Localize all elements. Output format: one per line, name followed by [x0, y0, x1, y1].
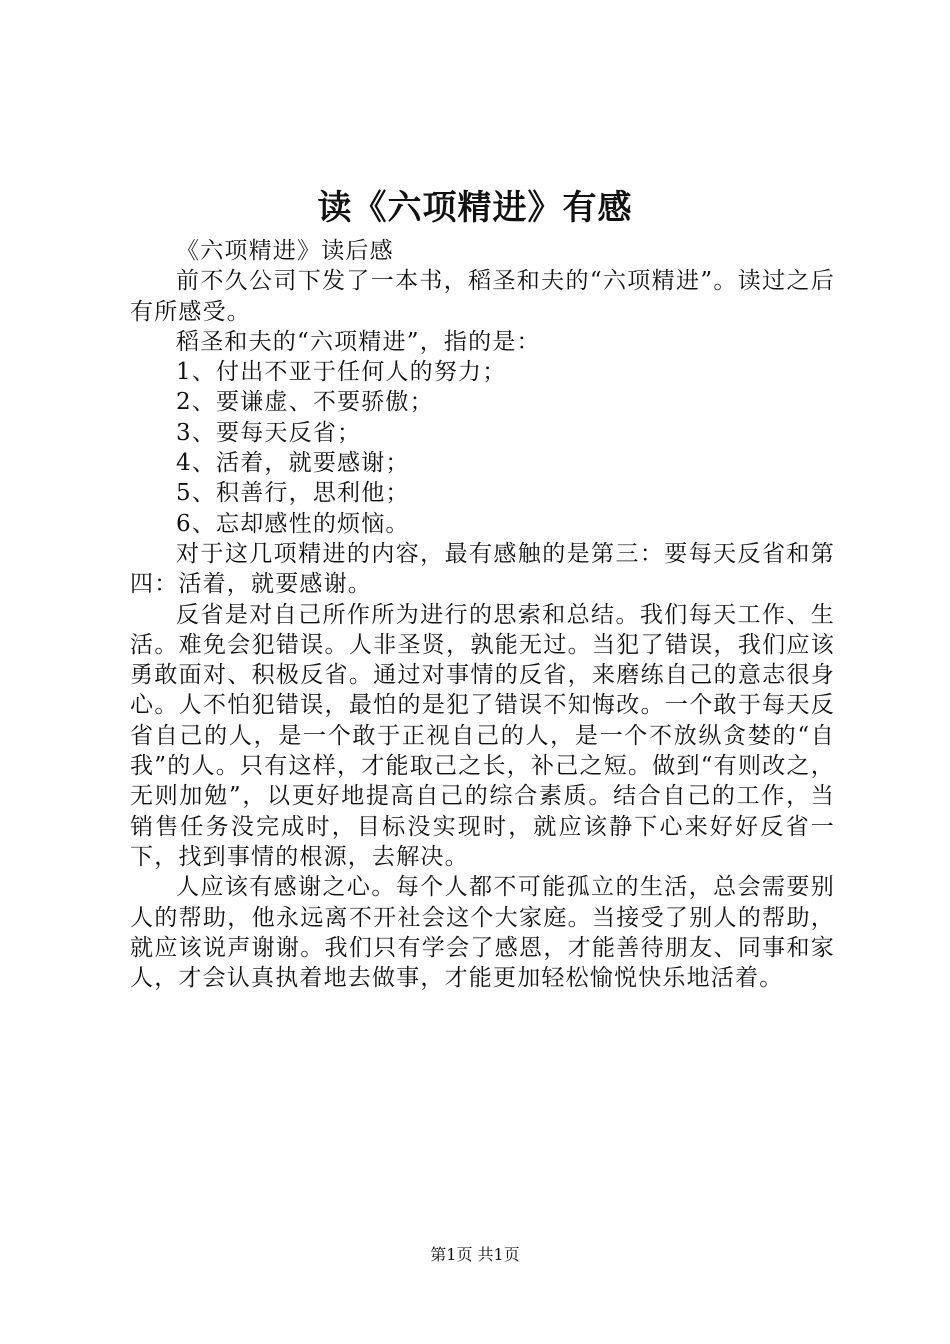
list-item-4: 4、活着，就要感谢；	[176, 450, 410, 477]
paragraph-intro: 前不久公司下发了一本书，稻圣和夫的“六项精进”。读过之后有所感受。	[130, 268, 835, 325]
list-item-1: 1、付出不亚于任何人的努力；	[176, 359, 507, 386]
paragraph-list-lead: 稻圣和夫的“六项精进”，指的是：	[176, 328, 541, 355]
document-body	[130, 236, 835, 993]
paragraph-subtitle: 《六项精进》读后感	[176, 238, 394, 264]
document-title: 读《六项精进》有感	[317, 188, 633, 228]
paragraph-gratitude: 人应该有感谢之心。每个人都不可能孤立的生活，总会需要别人的帮助，他永远离不开社会这个大家庭。当接受了别人的帮助，就应该说声谢谢。我们只有学会了感恩，才能善待朋友、同事和家人，才会认真执着地去做事，才能更加轻松愉悦快乐地活着。	[130, 874, 835, 992]
paragraph-focus: 对于这几项精进的内容，最有感触的是第三：要每天反省和第四：活着，就要感谢。	[130, 540, 835, 598]
list-item-3: 3、要每天反省；	[176, 419, 362, 446]
list-item-2: 2、要谦虚、不要骄傲；	[176, 389, 434, 416]
list-item-5: 5、积善行，思利他；	[176, 480, 410, 507]
list-item-6: 6、忘却感性的烦恼。	[176, 510, 410, 537]
paragraph-reflection: 反省是对自己所作所为进行的思索和总结。我们每天工作、生活。难免会犯错误。人非圣贤，孰能无过。当犯了错误，我们应该勇敢面对、积极反省。通过对事情的反省，来磨练自己的意志很身心。人不怕犯错误，最怕的是犯了错误不知悔改。一个敢于每天反省自己的人，是一个敢于正视自己的人，是一个不放纵贪婪的“自我”的人。只有这样，才能取己之长，补己之短。做到“有则改之，无则加勉”，以更好地提高自己的综合素质。结合自己的工作，当销售任务没完成时，目标没实现时，就应该静下心来好好反省一下，找到事情的根源，去解决。	[130, 601, 835, 870]
page-number-footer: 第1页 共1页	[430, 1245, 520, 1264]
